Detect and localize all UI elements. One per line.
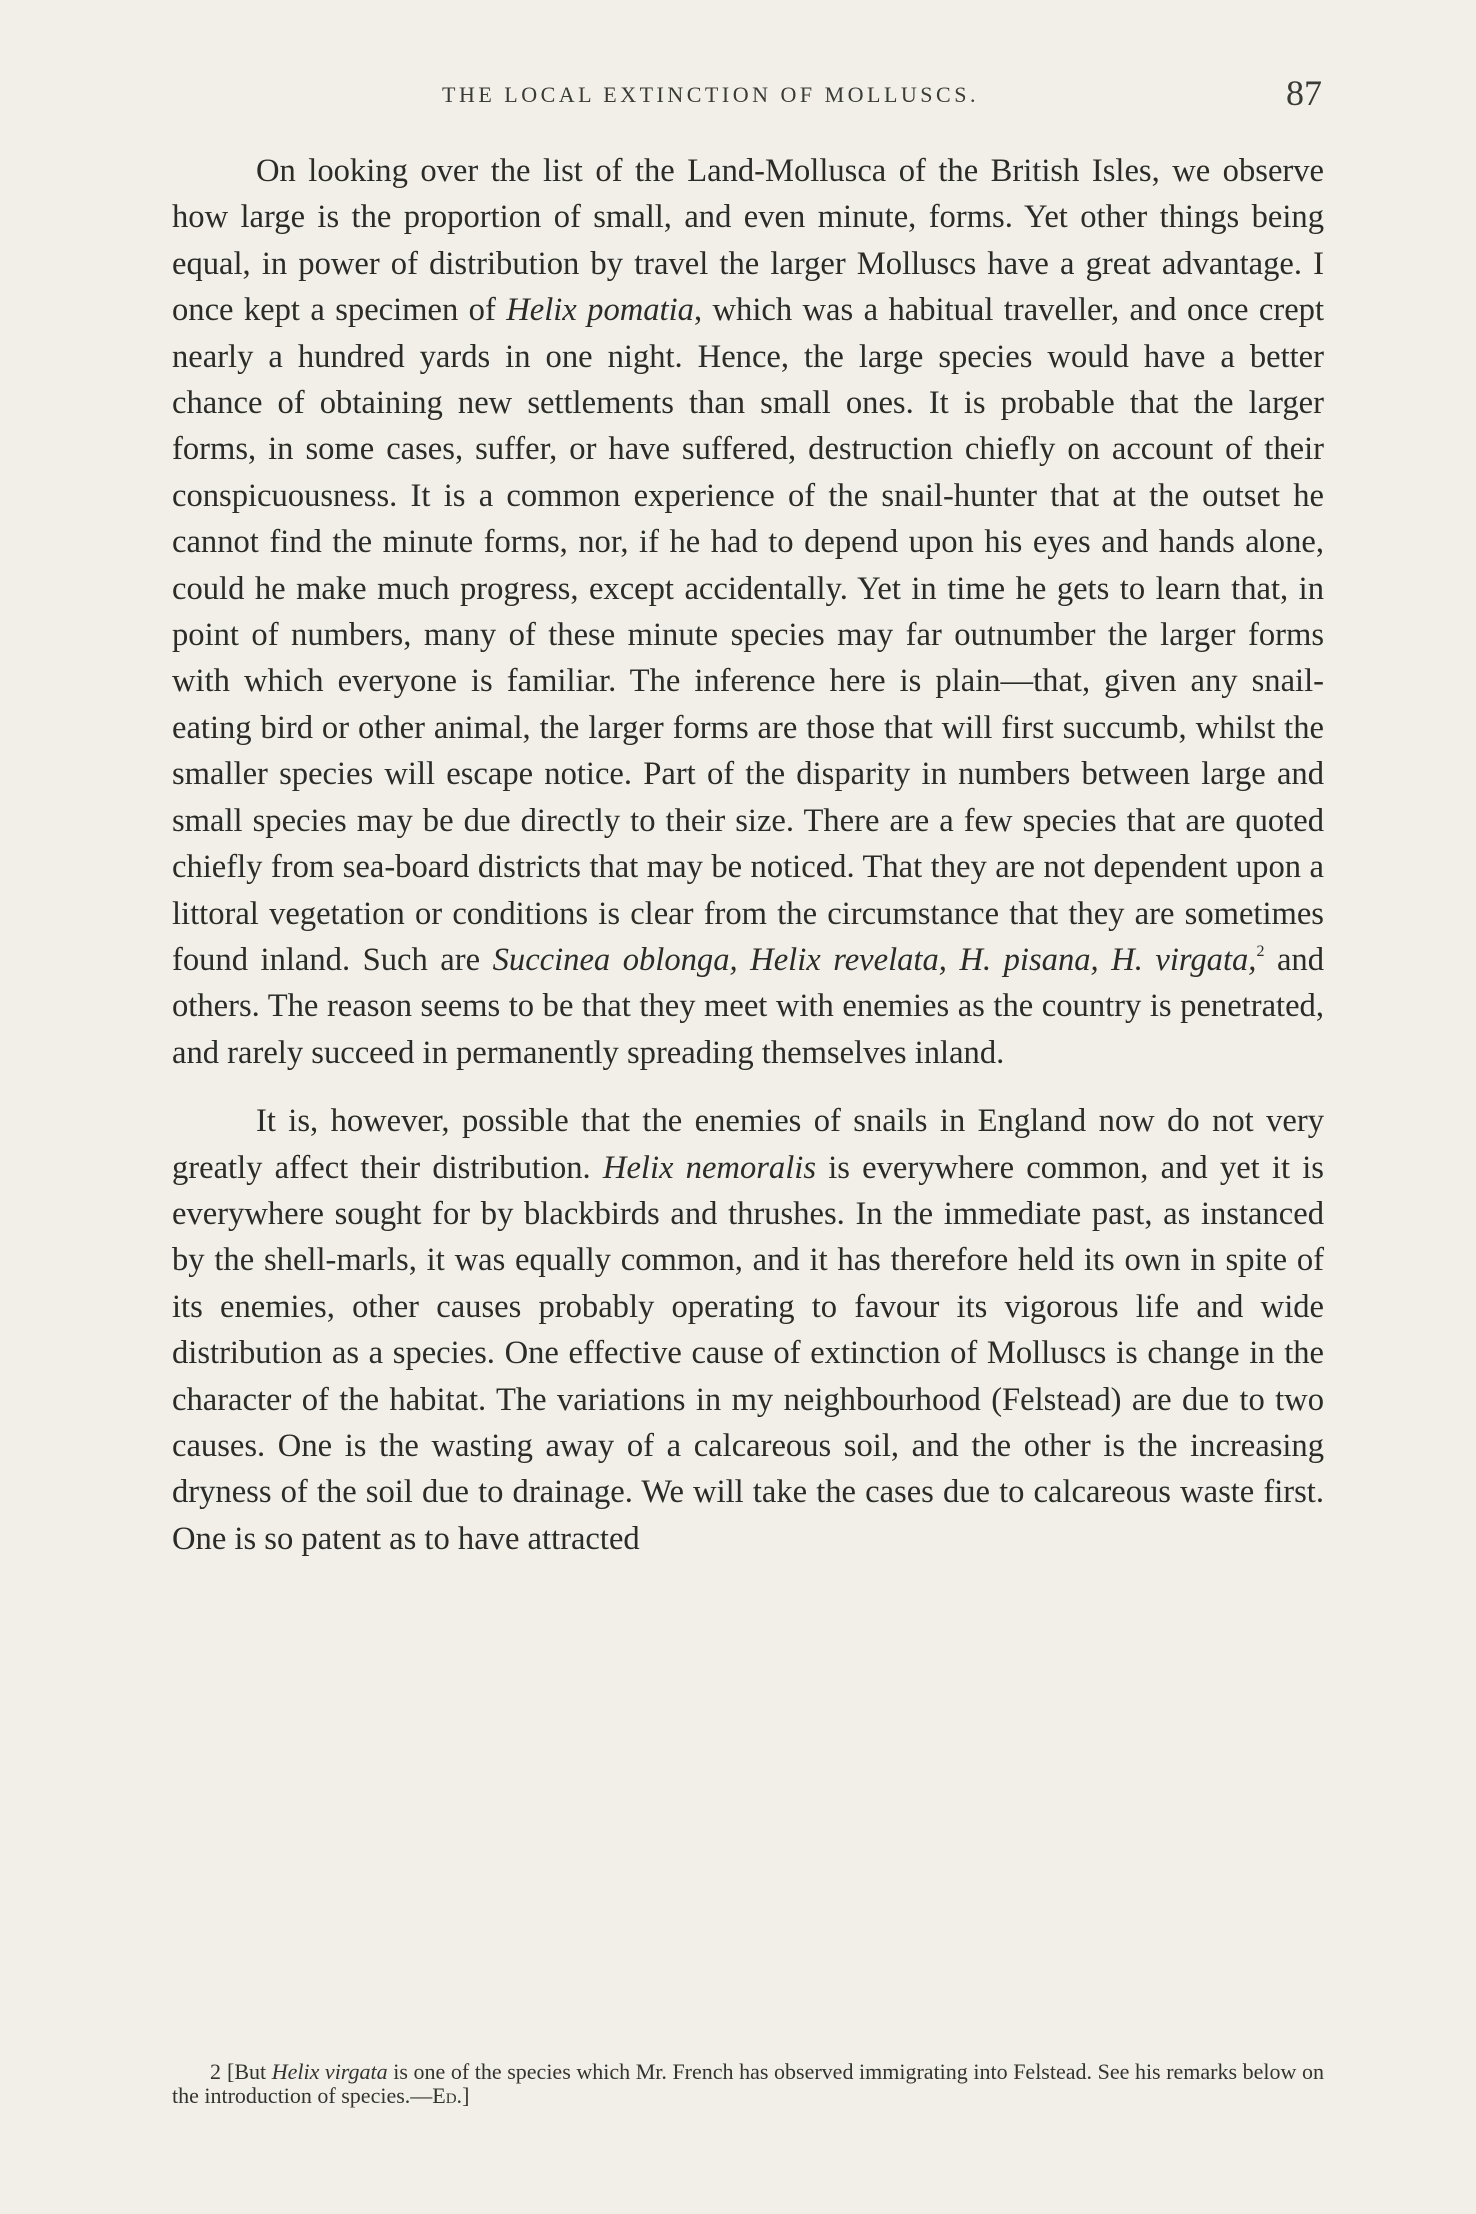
- footnote-reference: 2: [1256, 942, 1265, 960]
- species-name-helix-nemoralis: Helix nemoralis: [602, 1149, 816, 1186]
- paragraph-1-text-c: and others. The reason seems to be that they meet with enemies as the country is penetrated, and rarely succeed in permanently spreading themselves inland.: [172, 941, 1324, 1071]
- footnote-species-name: Helix virgata: [271, 2059, 388, 2084]
- page-header: [172, 73, 1322, 124]
- footnote-text-c: ]: [462, 2083, 470, 2108]
- footnote: [172, 2060, 1324, 2108]
- footnote-number: 2: [210, 2059, 221, 2084]
- body-text: [172, 148, 1324, 1562]
- paragraph-1: [172, 148, 1324, 1076]
- paragraph-2: [172, 1098, 1324, 1562]
- species-name-helix-pomatia: Helix pomatia: [506, 292, 694, 329]
- paragraph-2-text-a: It is, however, possible that the enemies of snails in England now do not very greatly affect their distribution.: [172, 1103, 1324, 1186]
- footnote-text-b: is one of the species which Mr. French has observed immigrating into Felstead. See his remarks below on the introduction of species.—: [172, 2059, 1324, 2108]
- editor-mark: Ed.: [432, 2083, 463, 2108]
- paragraph-1-text-b: , which was a habitual traveller, and once crept nearly a hundred yards in one night. Hence, the large species would have a better chance of obtaining new settlements than small ones. It is probable that the larger forms, in some cases, suffer, or have suffered, destruction chiefly on account of their conspicuousness. It is a common experience of the snail-hunter that at the outset he cannot find the minute forms, nor, if he had to depend upon his eyes and hands alone, could he make much progress, except accidentally. Yet in time he gets to learn that, in point of numbers, many of these minute species may far outnumber the larger forms with which everyone is familiar. The inference here is plain—that, given any snail-eating bird or other animal, the larger forms are those that will first succumb, whilst the smaller species will escape notice. Part of the disparity in numbers between large and small species may be due directly to their size. There are a few species that are quoted chiefly from sea-board districts that may be noticed. That they are not dependent upon a littoral vegetation or conditions is clear from the circumstance that they are sometimes found inland. Such are: [172, 292, 1324, 978]
- species-names-seaboard: Succinea oblonga, Helix revelata, H. pisana, H. virgata,: [492, 941, 1257, 978]
- footnote-text-a: [But: [227, 2059, 272, 2084]
- footnote-text: [172, 2060, 1324, 2108]
- page-number: 87: [1286, 73, 1322, 113]
- paragraph-1-text-a: On looking over the list of the Land-Mollusca of the British Isles, we observe how large is the proportion of small, and even minute, forms. Yet other things being equal, in power of distribution by travel the larger Molluscs have a great advantage. I once kept a specimen of: [172, 153, 1324, 329]
- running-head: THE LOCAL EXTINCTION OF MOLLUSCS.: [442, 82, 979, 107]
- paragraph-2-text-b: is everywhere common, and yet it is everywhere sought for by blackbirds and thrushes. In the immediate past, as instanced by the shell-marls, it was equally common, and it has therefore held its own in spite of its enemies, other causes probably operating to favour its vigorous life and wide distribution as a species. One effective cause of extinction of Molluscs is change in the character of the habitat. The variations in my neighbourhood (Felstead) are due to two causes. One is the wasting away of a calcareous soil, and the other is the increasing dryness of the soil due to drainage. We will take the cases due to calcareous waste first. One is so patent as to have attracted: [172, 1149, 1324, 1557]
